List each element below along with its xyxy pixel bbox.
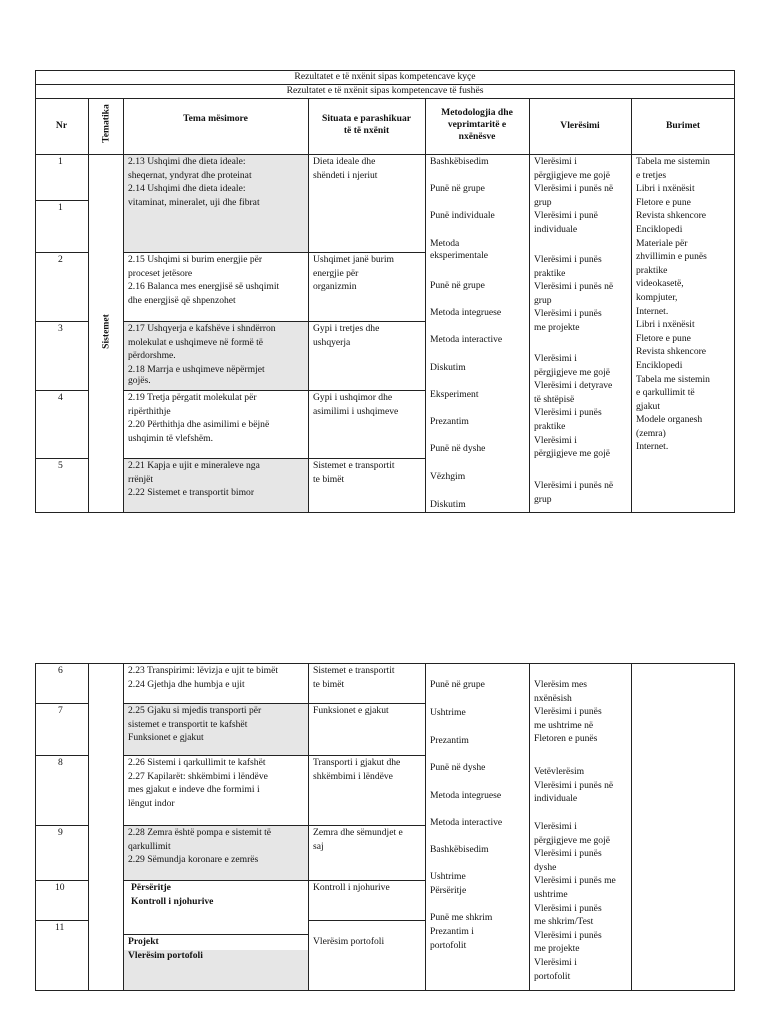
col-divider: [529, 663, 530, 991]
vleresimi-line: Vetëvlerësim: [534, 766, 585, 777]
vleresimi-line: Vlerësimi i: [534, 821, 577, 832]
situata-line: Ushqimet janë burim: [313, 254, 394, 265]
burimet-line: Materiale për: [636, 237, 688, 249]
vleresimi-line: Vlerësimi i punës: [534, 902, 602, 914]
row-number: 7: [58, 705, 63, 716]
metodologjia-item: Ushtrime: [430, 871, 466, 882]
header-metodologjia-line: veprimtaritë e: [447, 119, 507, 130]
tema-line: Përsëritje: [131, 882, 171, 893]
situata-cell: [313, 391, 398, 418]
burimet-line: (zemra): [636, 427, 666, 439]
metodologjia-item: Punë në grupe: [430, 183, 485, 194]
banner-kompetencave-kyce: Rezultatet e të nxënit sipas kompetencave kyçe: [294, 71, 476, 82]
vleresimi-line: me projekte: [534, 943, 580, 955]
vleresimi-cell: [534, 253, 613, 335]
vleresimi-cell: [534, 352, 612, 461]
metodologjia-item: Prezantim: [430, 416, 469, 427]
burimet-cell: [636, 155, 710, 454]
situata-line: te bimët: [313, 678, 345, 690]
situata-line: Transporti i gjakut dhe: [313, 757, 401, 768]
situata-cell: [313, 881, 390, 895]
burimet-line: e qarkullimit të: [636, 387, 695, 399]
metodologjia-item: Prezantim: [430, 735, 469, 746]
tema-cell: [128, 664, 278, 691]
metodologjia-item: Diskutim: [430, 499, 466, 510]
situata-line: Sistemet e transportit: [313, 665, 395, 676]
tema-line: sistemet e transportit te kafshët: [128, 718, 248, 730]
tema-line: gojës.: [128, 375, 151, 387]
burimet-line: Revista shkencore: [636, 346, 707, 358]
situata-line: Gypi i ushqimor dhe: [313, 392, 393, 403]
metodologjia-item: Bashkëbisedim: [430, 844, 489, 855]
vleresimi-line: praktike: [534, 267, 566, 279]
vleresimi-line: Fletoren e punës: [534, 733, 598, 745]
row-divider: [308, 920, 425, 921]
metodologjia-item: Punë në grupe: [430, 679, 485, 690]
situata-line: Funksionet e gjakut: [313, 705, 389, 716]
tema-line: 2.14 Ushqimi dhe dieta ideale:: [128, 183, 246, 195]
vleresimi-cell: [534, 479, 613, 506]
header-situata-line: të të nxënit: [343, 125, 390, 136]
tema-line: Vlerësim portofoli: [128, 949, 203, 961]
situata-line: asimilimi i ushqimeve: [313, 405, 399, 417]
situata-cell: [313, 704, 389, 718]
metodologjia-item: eksperimentale: [430, 250, 489, 261]
metodologjia-item: Metoda: [430, 238, 460, 249]
metodologjia-item: Metoda integruese: [430, 307, 502, 318]
burimet-line: Revista shkencore: [636, 210, 707, 222]
col-divider: [425, 663, 426, 991]
vleresimi-line: Vlerësimi i: [534, 156, 577, 167]
vleresimi-line: Vlerësimi i punës në: [534, 183, 614, 195]
tema-line: 2.29 Sëmundja koronare e zemrës: [128, 854, 259, 866]
vleresimi-line: me shkrim/Test: [534, 916, 594, 928]
situata-line: ushqyerja: [313, 336, 351, 348]
tema-line: lëngut indor: [128, 797, 175, 809]
header-situata: [308, 113, 425, 137]
situata-line: shkëmbimi i lëndëve: [313, 770, 393, 782]
burimet-line: videokasetë,: [636, 278, 684, 290]
tema-cell: [128, 391, 269, 445]
burimet-line: kompjuter,: [636, 291, 678, 303]
row-number: 8: [58, 757, 63, 768]
row-number: 3: [58, 323, 63, 334]
vleresimi-line: Vlerësimi i punës në: [534, 480, 614, 491]
vleresimi-line: Vlerësimi i punës me: [534, 875, 616, 887]
vleresimi-line: individuale: [534, 223, 578, 235]
situata-line: saj: [313, 840, 324, 852]
row-number: 1: [58, 156, 63, 167]
vleresimi-line: grup: [534, 196, 552, 208]
vleresimi-line: Vlerësimi i punës: [534, 254, 602, 265]
burimet-line: Enciklopedi: [636, 359, 683, 371]
vleresimi-line: përgjigjeve me gojë: [534, 169, 611, 181]
tema-line: ripërthithje: [128, 405, 171, 417]
banner-kompetencave-fushes: Rezultatet e të nxënit sipas kompetencave të fushës: [286, 85, 484, 96]
header-metodologjia-line: nxënësve: [458, 131, 496, 142]
col-divider: [88, 98, 89, 513]
vleresimi-line: Vlerësimi i: [534, 434, 577, 446]
tema-line: 2.21 Kapja e ujit e mineraleve nga: [128, 460, 260, 471]
header-nr: Nr: [55, 120, 68, 131]
burimet-line: Enciklopedi: [636, 223, 683, 235]
tema-line: 2.18 Marrja e ushqimeve nëpërmjet: [128, 363, 265, 375]
header-burimet: Burimet: [665, 120, 701, 131]
row-number: 4: [58, 392, 63, 403]
vleresimi-cell: [534, 155, 613, 237]
header-metodologjia-line: Metodologjia dhe: [441, 107, 513, 118]
metodologjia-item: Përsëritje: [430, 885, 467, 896]
tema-line: 2.25 Gjaku si mjedis transporti për: [128, 705, 262, 716]
tema-line: 2.15 Ushqimi si burim energjie për: [128, 254, 263, 265]
col-divider: [308, 98, 309, 513]
tema-line: ushqimin të vlefshëm.: [128, 432, 213, 444]
vleresimi-line: Vlerësimi i: [534, 956, 577, 968]
tema-line: 2.17 Ushqyerja e kafshëve i shndërron: [128, 323, 276, 334]
tema-cell: [128, 704, 261, 745]
vleresimi-line: Vlerësim mes: [534, 679, 588, 690]
situata-cell: [313, 155, 377, 182]
metodologjia-item: Vëzhgim: [430, 471, 466, 482]
metodologjia-item: Metoda interactive: [430, 817, 503, 828]
tema-line: 2.26 Sistemi i qarkullimit te kafshët: [128, 757, 266, 768]
burimet-line: Libri i nxënësit: [636, 183, 695, 195]
tema-line: 2.23 Transpirimi: lëvizja e ujit te bimët: [128, 665, 279, 676]
situata-cell: [313, 664, 395, 691]
metodologjia-item: Metoda integruese: [430, 790, 502, 801]
metodologjia-item: Punë në dyshe: [430, 762, 486, 773]
metodologjia-item: Prezantim i: [430, 926, 474, 937]
metodologjia-item: Punë individuale: [430, 210, 495, 221]
situata-line: Sistemet e transportit: [313, 460, 395, 471]
tema-cell-perseritje: [131, 881, 213, 908]
burimet-line: Internet.: [636, 305, 669, 317]
vleresimi-line: përgjigjeve me gojë: [534, 834, 611, 846]
burimet-line: Tabela me sistemin: [636, 373, 710, 385]
tema-cell: [128, 322, 276, 386]
header-vleresimi: Vlerësimi: [560, 120, 600, 131]
situata-line: Vlerësim portofoli: [313, 936, 385, 947]
situata-cell: [313, 935, 384, 949]
tema-line: proceset jetësore: [128, 267, 193, 279]
col-divider: [88, 663, 89, 991]
metodologjia-item: Punë me shkrim: [430, 912, 493, 923]
vleresimi-line: përgjigjeve me gojë: [534, 448, 611, 460]
tema-cell-projekt: [128, 935, 203, 962]
col-divider: [631, 663, 632, 991]
tema-line: 2.28 Zemra është pompa e sistemit të: [128, 827, 272, 838]
metodologjia-item: Punë në dyshe: [430, 443, 486, 454]
vleresimi-line: të shtëpisë: [534, 393, 575, 405]
vleresimi-line: individuale: [534, 793, 578, 805]
vleresimi-line: dyshe: [534, 861, 557, 873]
tema-line: Kontroll i njohurive: [131, 895, 214, 907]
col-divider: [529, 98, 530, 513]
tema-cell: [128, 826, 271, 867]
row-number: 11: [55, 922, 65, 933]
header-tema-mesimore: Tema mësimore: [183, 113, 248, 124]
tema-line: përdorshme.: [128, 350, 176, 362]
vleresimi-line: Vlerësimi i: [534, 353, 577, 364]
vleresimi-line: Vlerësimi i punës: [534, 848, 602, 860]
col-divider: [631, 98, 632, 513]
vleresimi-cell: [534, 765, 613, 806]
vleresimi-line: Vlerësimi i punës: [534, 706, 602, 718]
burimet-line: Modele organesh: [636, 414, 703, 426]
tema-line: sheqernat, yndyrat dhe proteinat: [128, 169, 252, 181]
vleresimi-line: Vlerësimi i detyrave: [534, 380, 613, 392]
row-number: 2: [58, 254, 63, 265]
tema-line: vitaminat, mineralet, uji dhe fibrat: [128, 196, 260, 208]
tema-line: dhe energjisë që shpenzohet: [128, 294, 236, 306]
burimet-line: zhvillimin e punës: [636, 251, 707, 263]
tema-cell: [128, 756, 268, 810]
row-number: 9: [58, 827, 63, 838]
situata-line: Zemra dhe sëmundjet e: [313, 827, 403, 838]
situata-cell: [313, 253, 394, 294]
tema-cell: [128, 253, 279, 307]
tema-cell: [128, 459, 260, 500]
burimet-line: Fletore e pune: [636, 332, 691, 344]
vleresimi-line: Vlerësimi i punës: [534, 929, 602, 941]
metodologjia-item: Punë në grupe: [430, 280, 485, 291]
situata-cell: [313, 756, 400, 783]
vleresimi-line: Vlerësimi i punës: [534, 407, 602, 419]
vleresimi-line: përgjigjeve me gojë: [534, 366, 611, 378]
tema-line: 2.20 Përthithja dhe asimilimi e bëjnë: [128, 419, 270, 431]
burimet-line: Internet.: [636, 441, 669, 453]
vleresimi-line: portofolit: [534, 970, 571, 982]
vleresimi-line: praktike: [534, 420, 566, 432]
tema-cell: [128, 155, 260, 209]
tematika-sistemet: Sistemet: [100, 314, 112, 349]
metodologjia-item: portofolit: [430, 940, 467, 951]
vleresimi-cell: [534, 820, 616, 983]
tema-line: 2.22 Sistemet e transportit bimor: [128, 487, 255, 499]
situata-line: shëndeti i njeriut: [313, 169, 378, 181]
burimet-line: Tabela me sistemin: [636, 156, 710, 167]
col-divider: [425, 98, 426, 513]
header-tematika: Tematika: [100, 104, 112, 143]
col-divider: [123, 663, 124, 991]
vleresimi-line: Vlerësimi i punë: [534, 210, 598, 222]
row-number: 5: [58, 460, 63, 471]
situata-line: te bimët: [313, 473, 345, 485]
tema-line: mes gjakut e indeve dhe formimi i: [128, 784, 260, 796]
burimet-line: e tretjes: [636, 169, 667, 181]
divider: [35, 98, 735, 99]
vleresimi-line: nxënësish: [534, 692, 572, 704]
vleresimi-line: Vlerësimi i punës: [534, 308, 602, 320]
tema-line: 2.24 Gjethja dhe humbja e ujit: [128, 678, 245, 690]
tema-line: 2.27 Kapilarët: shkëmbimi i lëndëve: [128, 770, 268, 782]
situata-line: Kontroll i njohurive: [313, 882, 390, 893]
header-metodologjia: [425, 107, 529, 143]
row-number: 1: [58, 202, 63, 213]
metodologjia-item: Diskutim: [430, 362, 466, 373]
situata-line: energjie për: [313, 267, 359, 279]
row-number: 10: [55, 882, 65, 893]
tema-line: 2.16 Balanca mes energjisë së ushqimit: [128, 281, 280, 293]
vleresimi-line: Vlerësimi i punës në: [534, 281, 614, 293]
burimet-line: Fletore e pune: [636, 196, 691, 208]
vleresimi-line: Vlerësimi i punës në: [534, 779, 614, 791]
tema-line: molekulat e ushqimeve në formë të: [128, 336, 264, 348]
tema-line: 2.13 Ushqimi dhe dieta ideale:: [128, 156, 246, 167]
vleresimi-line: me ushtrime në: [534, 719, 594, 731]
tema-line: Projekt: [128, 936, 159, 947]
situata-cell: [313, 322, 379, 349]
burimet-line: Libri i nxënësit: [636, 319, 695, 331]
vleresimi-line: grup: [534, 493, 552, 505]
metodologjia-item: Ushtrime: [430, 707, 466, 718]
tema-line: rrënjët: [128, 473, 154, 485]
situata-line: organizmin: [313, 281, 357, 293]
vleresimi-line: grup: [534, 294, 552, 306]
vleresimi-cell: [534, 678, 602, 746]
row-number: 6: [58, 665, 63, 676]
situata-line: Dieta ideale dhe: [313, 156, 376, 167]
tema-line: 2.19 Tretja përgatit molekulat për: [128, 392, 257, 403]
header-situata-line: Situata e parashikuar: [321, 113, 412, 124]
col-divider: [308, 663, 309, 991]
tema-line: Funksionet e gjakut: [128, 732, 204, 744]
metodologjia-item: Eksperiment: [430, 389, 479, 400]
metodologjia-item: Metoda interactive: [430, 334, 503, 345]
tema-line: qarkullimit: [128, 840, 171, 852]
situata-cell: [313, 459, 395, 486]
vleresimi-line: me projekte: [534, 321, 580, 333]
situata-line: Gypi i tretjes dhe: [313, 323, 380, 334]
burimet-line: gjakut: [636, 400, 660, 412]
burimet-line: praktike: [636, 264, 668, 276]
situata-cell: [313, 826, 403, 853]
col-divider: [123, 98, 124, 513]
vleresimi-line: ushtrime: [534, 888, 568, 900]
metodologjia-item: Bashkëbisedim: [430, 156, 489, 167]
